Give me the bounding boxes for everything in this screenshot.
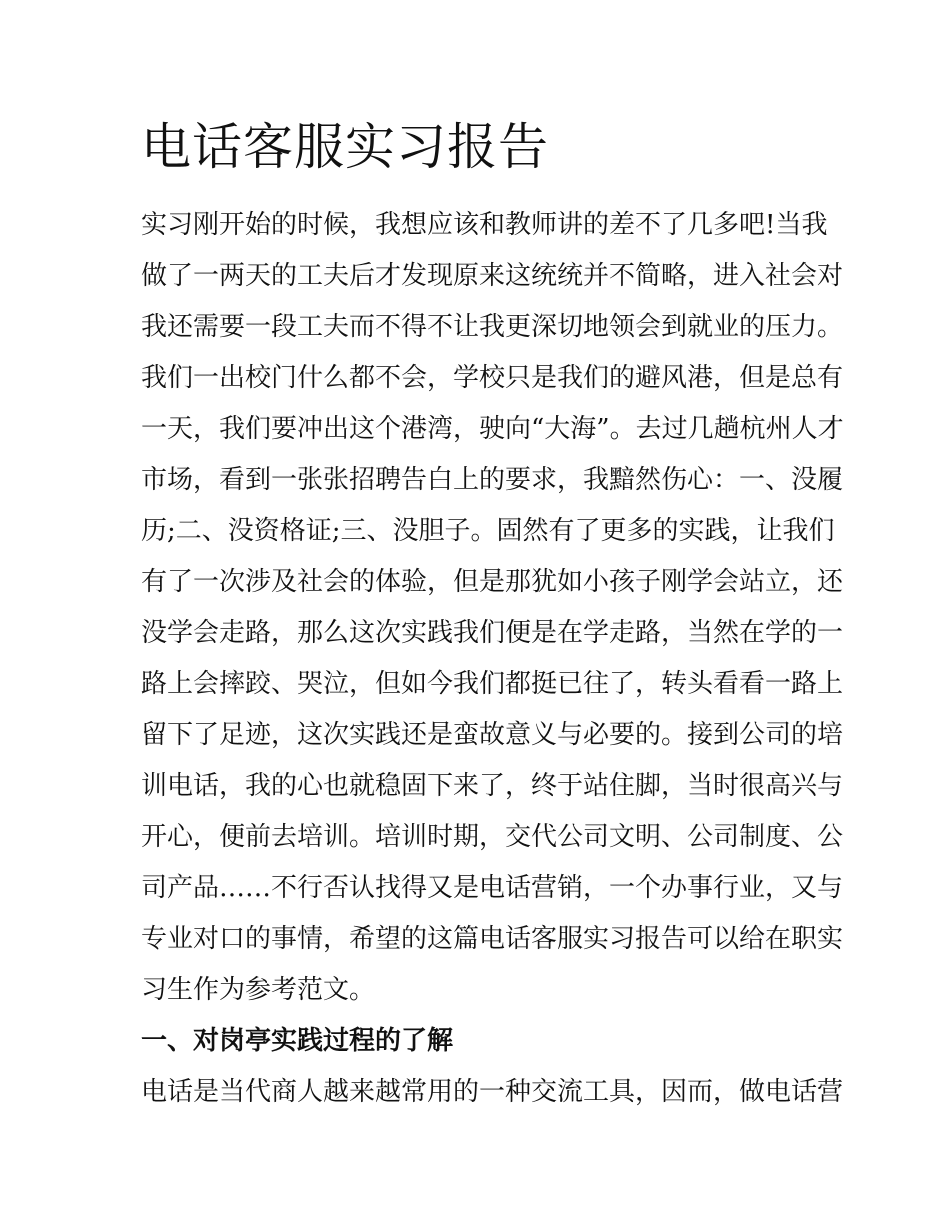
paragraph-line: 司产品……不行否认找得又是电话营销，一个办事行业，又与	[141, 873, 844, 903]
paragraph-line: 开心，便前去培训。培训时期，交代公司文明、公司制度、公	[141, 822, 844, 852]
document-page	[141, 112, 844, 1118]
paragraph-line: 实习刚开始的时候，我想应该和教师讲的差不了几多吧!当我	[141, 210, 828, 240]
paragraph-line: 一天，我们要冲出这个港湾，驶向“大海”。去过几趟杭州人才	[141, 414, 844, 444]
paragraph-line: 训电话，我的心也就稳固下来了，终于站住脚，当时很高兴与	[141, 771, 844, 801]
paragraph-line: 专业对口的事情，希望的这篇电话客服实习报告可以给在职实	[141, 924, 844, 954]
paragraph-line: 路上会摔跤、哭泣，但如今我们都挺已往了，转头看看一路上	[141, 669, 844, 699]
paragraph-line: 有了一次涉及社会的体验，但是那犹如小孩子刚学会站立，还	[141, 567, 844, 597]
paragraph-line: 市场，看到一张张招聘告白上的要求，我黯然伤心：一、没履	[141, 465, 844, 495]
intro-paragraph	[141, 200, 844, 1016]
paragraph-line: 电话是当代商人越来越常用的一种交流工具，因而，做电话营	[141, 1077, 844, 1107]
section-heading: 一、对岗亭实践过程的了解	[141, 1026, 454, 1056]
paragraph-line: 没学会走路，那么这次实践我们便是在学走路，当然在学的一	[141, 618, 844, 648]
paragraph-line: 历;二、没资格证;三、没胆子。固然有了更多的实践，让我们	[141, 516, 835, 546]
paragraph-line: 我还需要一段工夫而不得不让我更深切地领会到就业的压力。	[141, 312, 844, 342]
paragraph-line: 我们一出校门什么都不会，学校只是我们的避风港，但是总有	[141, 363, 844, 393]
section-paragraph	[141, 1067, 844, 1118]
paragraph-line: 留下了足迹，这次实践还是蛮故意义与必要的。接到公司的培	[141, 720, 844, 750]
paragraph-line: 做了一两天的工夫后才发现原来这统统并不简略，进入社会对	[141, 261, 844, 291]
document-title: 电话客服实习报告	[141, 118, 549, 176]
paragraph-line: 习生作为参考范文。	[141, 975, 376, 1005]
